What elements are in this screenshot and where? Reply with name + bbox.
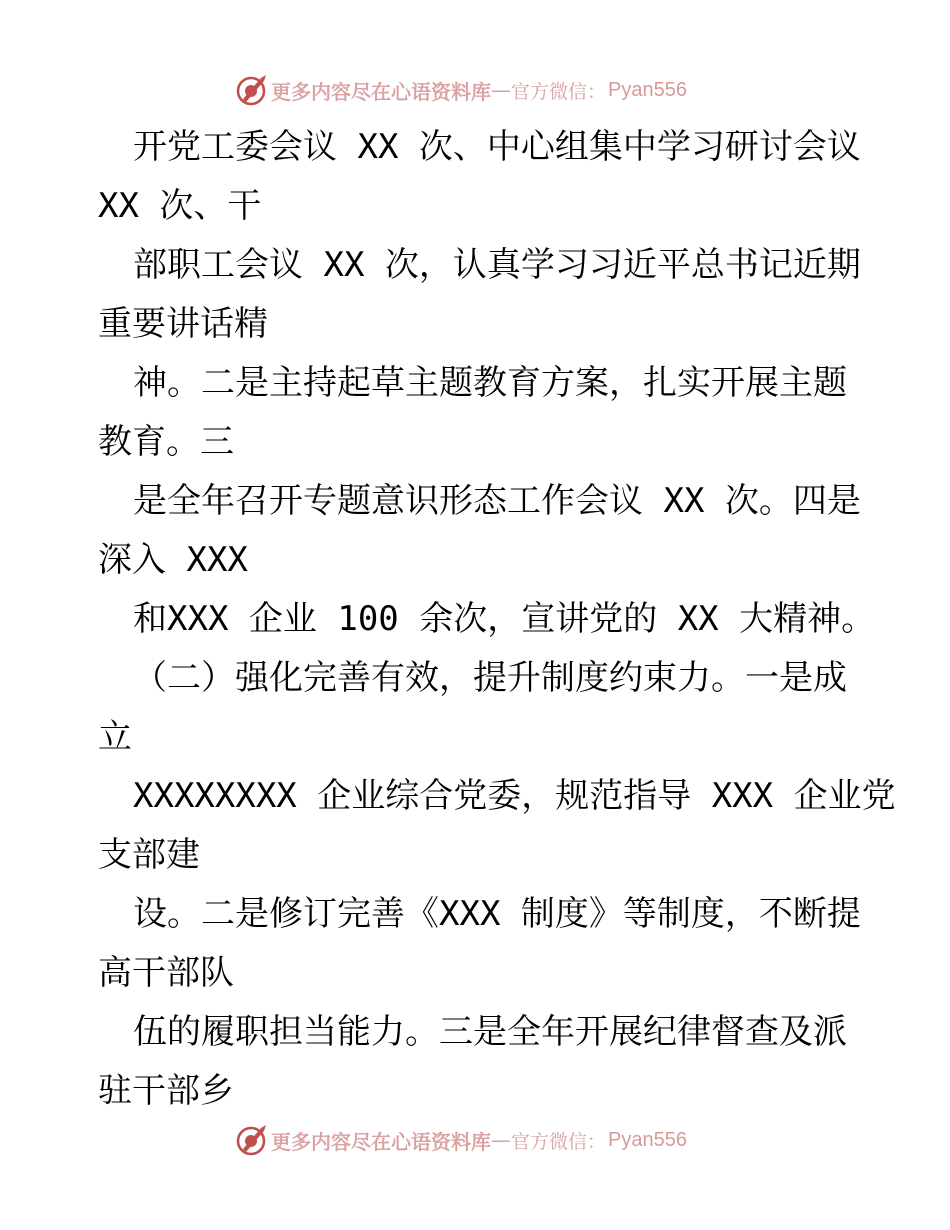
text-line: XXXXXXXX 企业综合党委，规范指导 XXX 企业党 (133, 776, 896, 816)
watermark-account: Pyan556 (608, 1128, 687, 1151)
text-line: 重要讲话精 (98, 304, 268, 344)
watermark-title: 更多内容尽在心语资料库 (271, 79, 491, 104)
watermark-wechat-label: 官方微信： (511, 80, 607, 103)
text-line: 驻干部乡 (98, 1071, 234, 1111)
text-line: 支部建 (98, 835, 200, 875)
pen-logo-icon (233, 72, 269, 108)
text-line: XX 次、干 (98, 186, 262, 226)
text-line: 教育。三 (98, 422, 234, 462)
text-line: 开党工委会议 XX 次、中心组集中学习研讨会议 (133, 127, 861, 167)
text-line: 设。二是修订完善《XXX 制度》等制度，不断提 (133, 894, 861, 934)
text-line: 部职工会议 XX 次，认真学习习近平总书记近期 (133, 245, 861, 285)
footer-watermark (233, 1122, 687, 1158)
pen-logo-icon (233, 1122, 269, 1158)
watermark-title: 更多内容尽在心语资料库 (271, 1129, 491, 1154)
text-line: 深入 XXX (98, 540, 248, 580)
text-line: 是全年召开专题意识形态工作会议 XX 次。四是 (133, 481, 861, 521)
watermark-account: Pyan556 (608, 78, 687, 101)
watermark-wechat-label: 官方微信： (511, 1130, 607, 1153)
text-line: 神。二是主持起草主题教育方案，扎实开展主题 (133, 363, 847, 403)
text-line: （二）强化完善有效，提升制度约束力。一是成 (133, 658, 847, 698)
text-line: 和XXX 企业 100 余次，宣讲党的 XX 大精神。 (133, 599, 876, 639)
text-line: 立 (98, 717, 132, 757)
text-line: 高干部队 (98, 953, 234, 993)
watermark-dash: — (491, 1128, 511, 1152)
header-watermark (233, 72, 687, 108)
watermark-dash: — (491, 78, 511, 102)
text-line: 伍的履职担当能力。三是全年开展纪律督查及派 (133, 1012, 847, 1052)
